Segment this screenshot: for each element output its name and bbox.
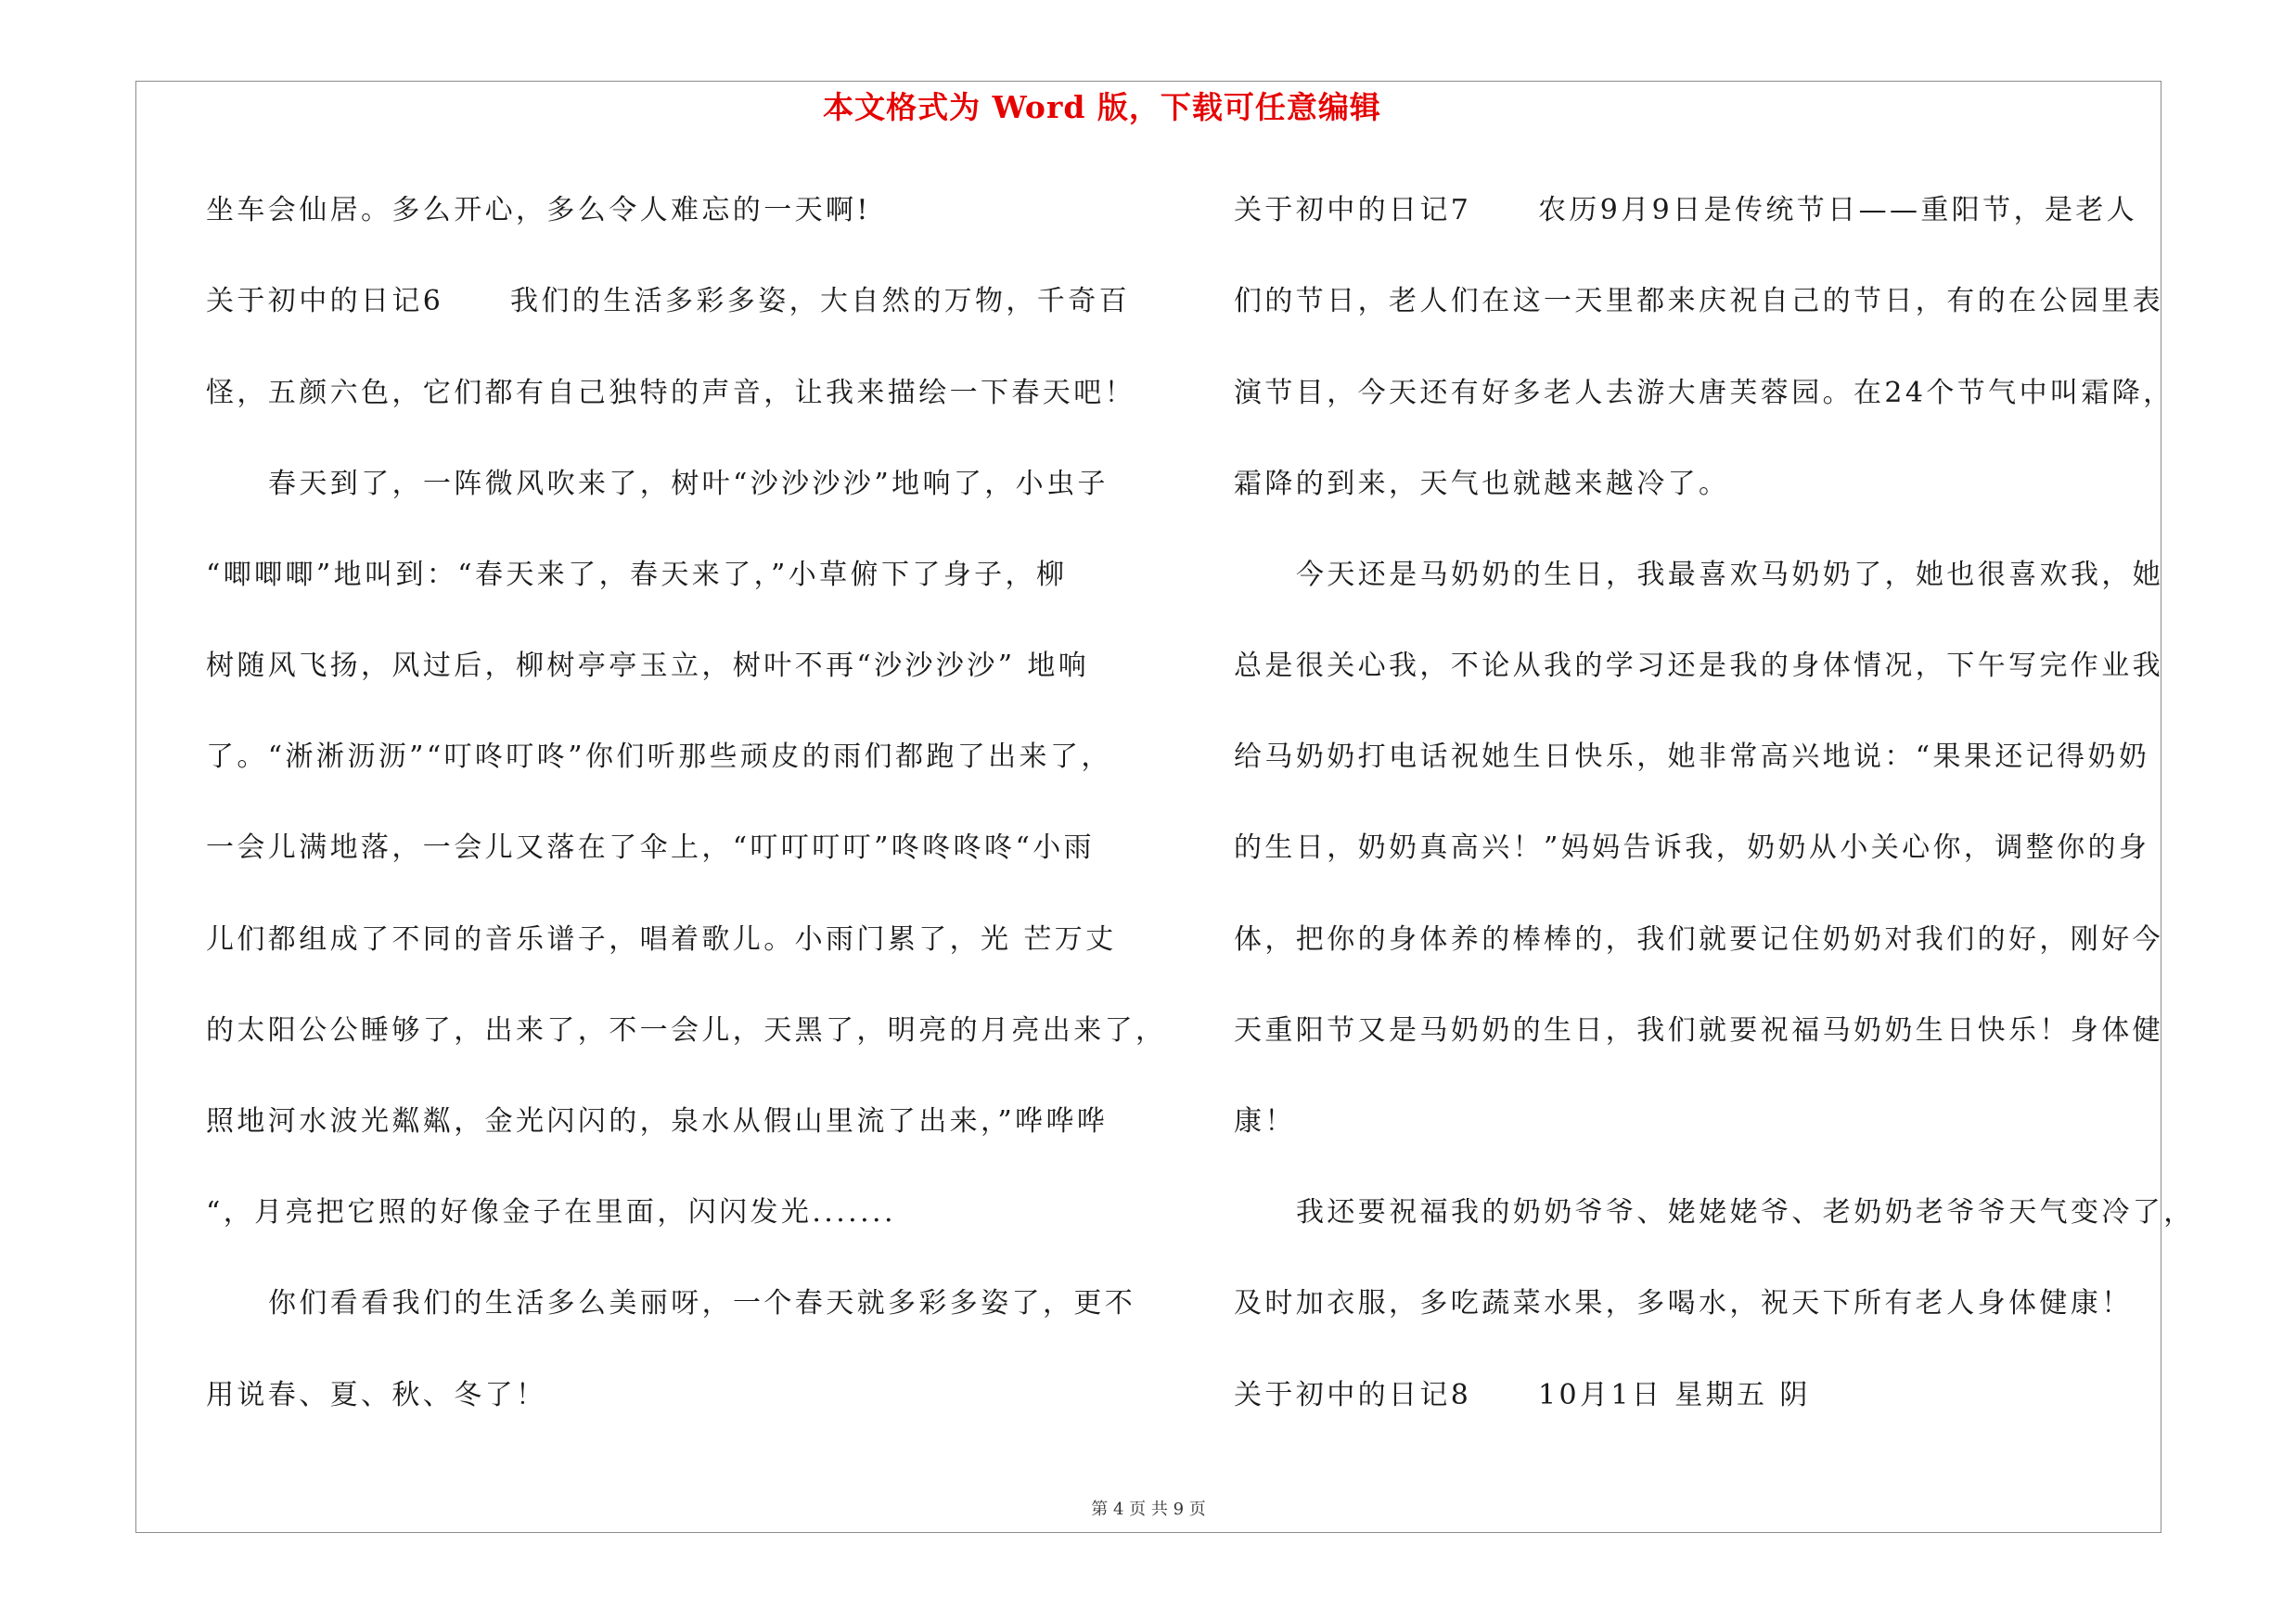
text-line: 给马奶奶打电话祝她生日快乐，她非常高兴地说：“果果还记得奶奶 [1234,741,2150,773]
text-line: 儿们都组成了不同的音乐谱子，唱着歌儿。小雨门累了，光 芒万丈 [206,923,1117,956]
text-line: 照地河水波光粼粼，金光闪闪的，泉水从假山里流了出来，”哗哗哗 [206,1105,1109,1138]
text-line: 们的节日，老人们在这一天里都来庆祝自己的节日，有的在公园里表 [1234,285,2163,317]
text-line: 怪，五颜六色，它们都有自己独特的声音，让我来描绘一下春天吧！ [206,377,1135,409]
diary-entry-line [1234,1377,2171,1414]
diary-entry-line [206,283,1143,320]
diary-opening-text: 农历9月9日是传统节日——重阳节，是老人 [1538,194,2138,226]
diary-opening-text: 我们的生活多彩多姿，大自然的万物，千奇百 [510,285,1130,317]
text-line: 康！ [1234,1105,1296,1138]
text-line: 一会儿满地落，一会儿又落在了伞上，“叮叮叮叮”咚咚咚咚“小雨 [206,831,1096,864]
diary-heading: 关于初中的日记6 [206,285,444,317]
diary-heading: 关于初中的日记8 [1234,1379,1472,1411]
text-line: 树随风飞扬，风过后，柳树亭亭玉立，树叶不再“沙沙沙沙” 地响 [206,650,1090,682]
text-line: 演节目，今天还有好多老人去游大唐芙蓉园。在24个节气中叫霜降， [1234,377,2174,409]
text-line: “唧唧唧”地叫到：“春天来了，春天来了，”小草俯下了身子，柳 [206,559,1068,591]
text-line: 天重阳节又是马奶奶的生日，我们就要祝福马奶奶生日快乐！身体健 [1234,1014,2163,1047]
diary-heading: 关于初中的日记7 [1234,194,1472,226]
paragraph-start-line: 今天还是马奶奶的生日，我最喜欢马奶奶了，她也很喜欢我，她 [1296,559,2164,591]
text-line: “，月亮把它照的好像金子在里面，闪闪发光....... [206,1196,896,1229]
diary-entry-line [1234,192,2171,229]
text-line: 霜降的到来，天气也就越来越冷了。 [1234,468,1730,500]
format-banner: 本文格式为 Word 版，下载可任意编辑 [823,89,1381,125]
text-line: 的生日，奶奶真高兴！”妈妈告诉我，奶奶从小关心你，调整你的身 [1234,831,2150,864]
paragraph-start-line: 我还要祝福我的奶奶爷爷、姥姥姥爷、老奶奶老爷爷天气变冷了， [1296,1196,2195,1229]
text-line: 了。“淅淅沥沥”“叮咚叮咚”你们听那些顽皮的雨们都跑了出来了， [206,741,1112,773]
text-line: 体，把你的身体养的棒棒的，我们就要记住奶奶对我们的好，刚好今 [1234,923,2163,956]
page-number: 第 4 页 共 9 页 [1091,1500,1206,1519]
diary-date-text: 10月1日 星期五 阴 [1538,1379,1811,1411]
text-line: 坐车会仙居。多么开心，多么令人难忘的一天啊! [206,194,871,226]
text-line: 用说春、夏、秋、冬了！ [206,1379,547,1411]
paragraph-start-line: 你们看看我们的生活多么美丽呀，一个春天就多彩多姿了，更不 [268,1287,1136,1320]
paragraph-start-line: 春天到了，一阵微风吹来了，树叶“沙沙沙沙”地响了，小虫子 [268,468,1109,500]
text-line: 及时加衣服，多吃蔬菜水果，多喝水，祝天下所有老人身体健康！ [1234,1287,2133,1320]
text-line: 的太阳公公睡够了，出来了，不一会儿，天黑了，明亮的月亮出来了， [206,1014,1167,1047]
text-line: 总是很关心我，不论从我的学习还是我的身体情况，下午写完作业我 [1234,650,2163,682]
